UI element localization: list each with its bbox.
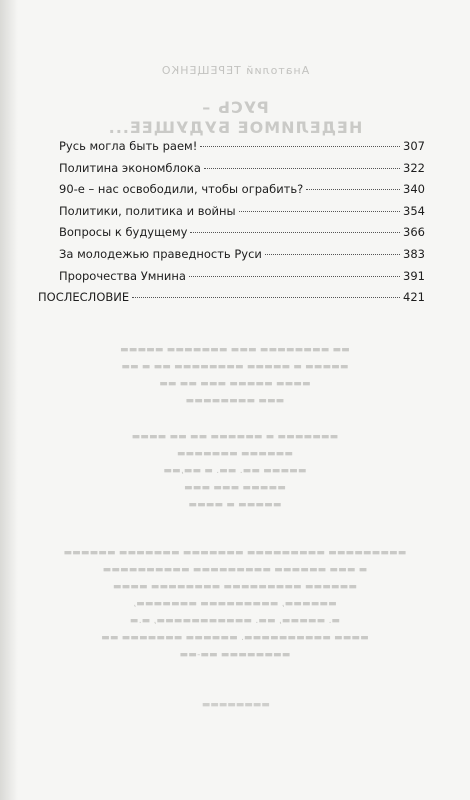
toc-entry-title: Политина экономблока	[59, 160, 201, 175]
toc-leader-dots	[265, 254, 400, 255]
bleed-text-line: ▬▬▬▬▬ ▬▬▬ ▬▬▬	[184, 483, 286, 493]
toc-entry-page: 383	[403, 246, 425, 261]
toc-leader-dots	[204, 168, 400, 169]
bleed-text-line: ▬▬▬▬▬ ▬ ▬▬▬▬	[188, 500, 282, 510]
bleed-text-line: ▬▬▬▬▬▬▬ ▬ ▬▬▬▬▬▬ ▬▬ ▬▬ ▬▬▬▬	[131, 432, 339, 442]
toc-entry-title: За молодежью праведность Руси	[59, 246, 262, 261]
toc-leader-dots	[306, 189, 400, 190]
bleed-author: Анатолий ТЕРЕЩЕНКО	[160, 64, 310, 77]
toc-entry-title: Вопросы к будущему	[59, 225, 188, 240]
toc-entry[interactable]	[59, 201, 425, 223]
bleed-text-line: ▬ ▬▬▬ ▬▬▬▬▬▬ ▬▬▬▬▬▬▬▬▬ ▬▬▬▬▬▬▬▬▬▬	[102, 565, 368, 575]
bleed-text-line: ▬▬▬▬▬ ▬▬. ▬▬. ▬ ▬▬,▬▬	[163, 466, 307, 476]
toc-leader-dots	[239, 211, 400, 212]
toc-entry-title: 90-е – нас освободили, чтобы ограбить?	[59, 182, 304, 197]
table-of-contents	[59, 136, 425, 287]
afterword-title: ПОСЛЕСЛОВИЕ	[38, 290, 130, 304]
bleed-title-line-2: НЕДЕЛИМОЕ БУДУЩЕЕ...	[107, 118, 363, 137]
toc-entry-title: Пророчества Умнина	[59, 268, 186, 283]
toc-entry[interactable]	[59, 158, 425, 180]
bleed-text-line: ▬▬▬▬▬▬ ▬▬▬▬▬▬▬▬▬ ▬▬▬▬▬▬▬▬ ▬▬▬▬	[112, 582, 358, 592]
bleed-text-line: ▬▬▬▬▬▬ ▬▬▬▬▬▬▬	[176, 449, 294, 459]
bleed-text-line: ▬. ▬▬▬▬▬, ▬▬. ▬▬▬▬▬▬▬▬▬▬▬, ▬.▬	[129, 616, 341, 626]
toc-entry-page: 366	[403, 225, 425, 240]
bleed-text-line: ▬▬ ▬▬▬▬▬▬▬▬ ▬▬▬ ▬▬▬▬▬▬▬ ▬▬▬▬▬	[120, 345, 350, 355]
toc-leader-dots	[189, 276, 400, 277]
bleed-text-line: ▬▬▬▬▬ ▬ ▬▬▬▬▬ ▬▬▬▬▬▬▬▬ ▬▬ ▬ ▬▬	[121, 362, 349, 372]
bleed-text-line: ▬▬▬▬▬▬, ▬▬▬▬▬▬▬▬▬ ▬▬▬▬▬▬▬,	[133, 599, 337, 609]
bleed-text-line: ▬▬▬▬ ▬▬▬▬▬ ▬▬▬ ▬▬ ▬▬	[159, 379, 311, 389]
toc-entry[interactable]	[59, 222, 425, 244]
afterword-page: 421	[403, 290, 425, 304]
toc-entry-page: 307	[403, 139, 425, 153]
toc-leader-dots	[132, 297, 400, 298]
bleed-text-line: ▬▬▬▬ ▬▬▬▬▬▬▬▬▬▬. ▬▬▬▬▬▬ ▬▬▬▬▬▬▬ ▬▬	[101, 633, 369, 643]
bleed-text-line: ▬▬▬▬▬▬▬▬▬ ▬▬▬▬▬▬▬▬▬ ▬▬▬▬▬▬▬ ▬▬▬▬▬▬▬ ▬▬▬▬▬▬	[63, 548, 407, 558]
toc-entry[interactable]	[59, 244, 425, 266]
toc-entry-page: 354	[403, 203, 425, 218]
bleed-title-line-1: РУСЬ –	[201, 98, 269, 117]
toc-entry-title: Политики, политика и войны	[59, 203, 236, 218]
toc-entry-page: 340	[403, 182, 425, 197]
toc-entry-title: Русь могла быть раем!	[59, 139, 198, 153]
toc-entry[interactable]	[59, 266, 425, 288]
bleed-text-line: ▬▬▬ ▬▬▬▬▬▬▬▬	[185, 396, 285, 406]
toc-leader-dots	[200, 146, 400, 147]
bleed-text-line: ▬▬▬▬▬▬▬▬ ▬▬-▬▬	[179, 650, 291, 660]
toc-entry[interactable]	[59, 136, 425, 158]
toc-entry[interactable]	[59, 179, 425, 201]
publisher-logo-bleed: ▬▬▬▬▬▬▬▬	[201, 700, 270, 710]
toc-entry-page: 391	[403, 268, 425, 283]
toc-entry-page: 322	[403, 160, 425, 175]
toc-leader-dots	[190, 232, 400, 233]
toc-afterword-entry[interactable]	[38, 290, 425, 304]
